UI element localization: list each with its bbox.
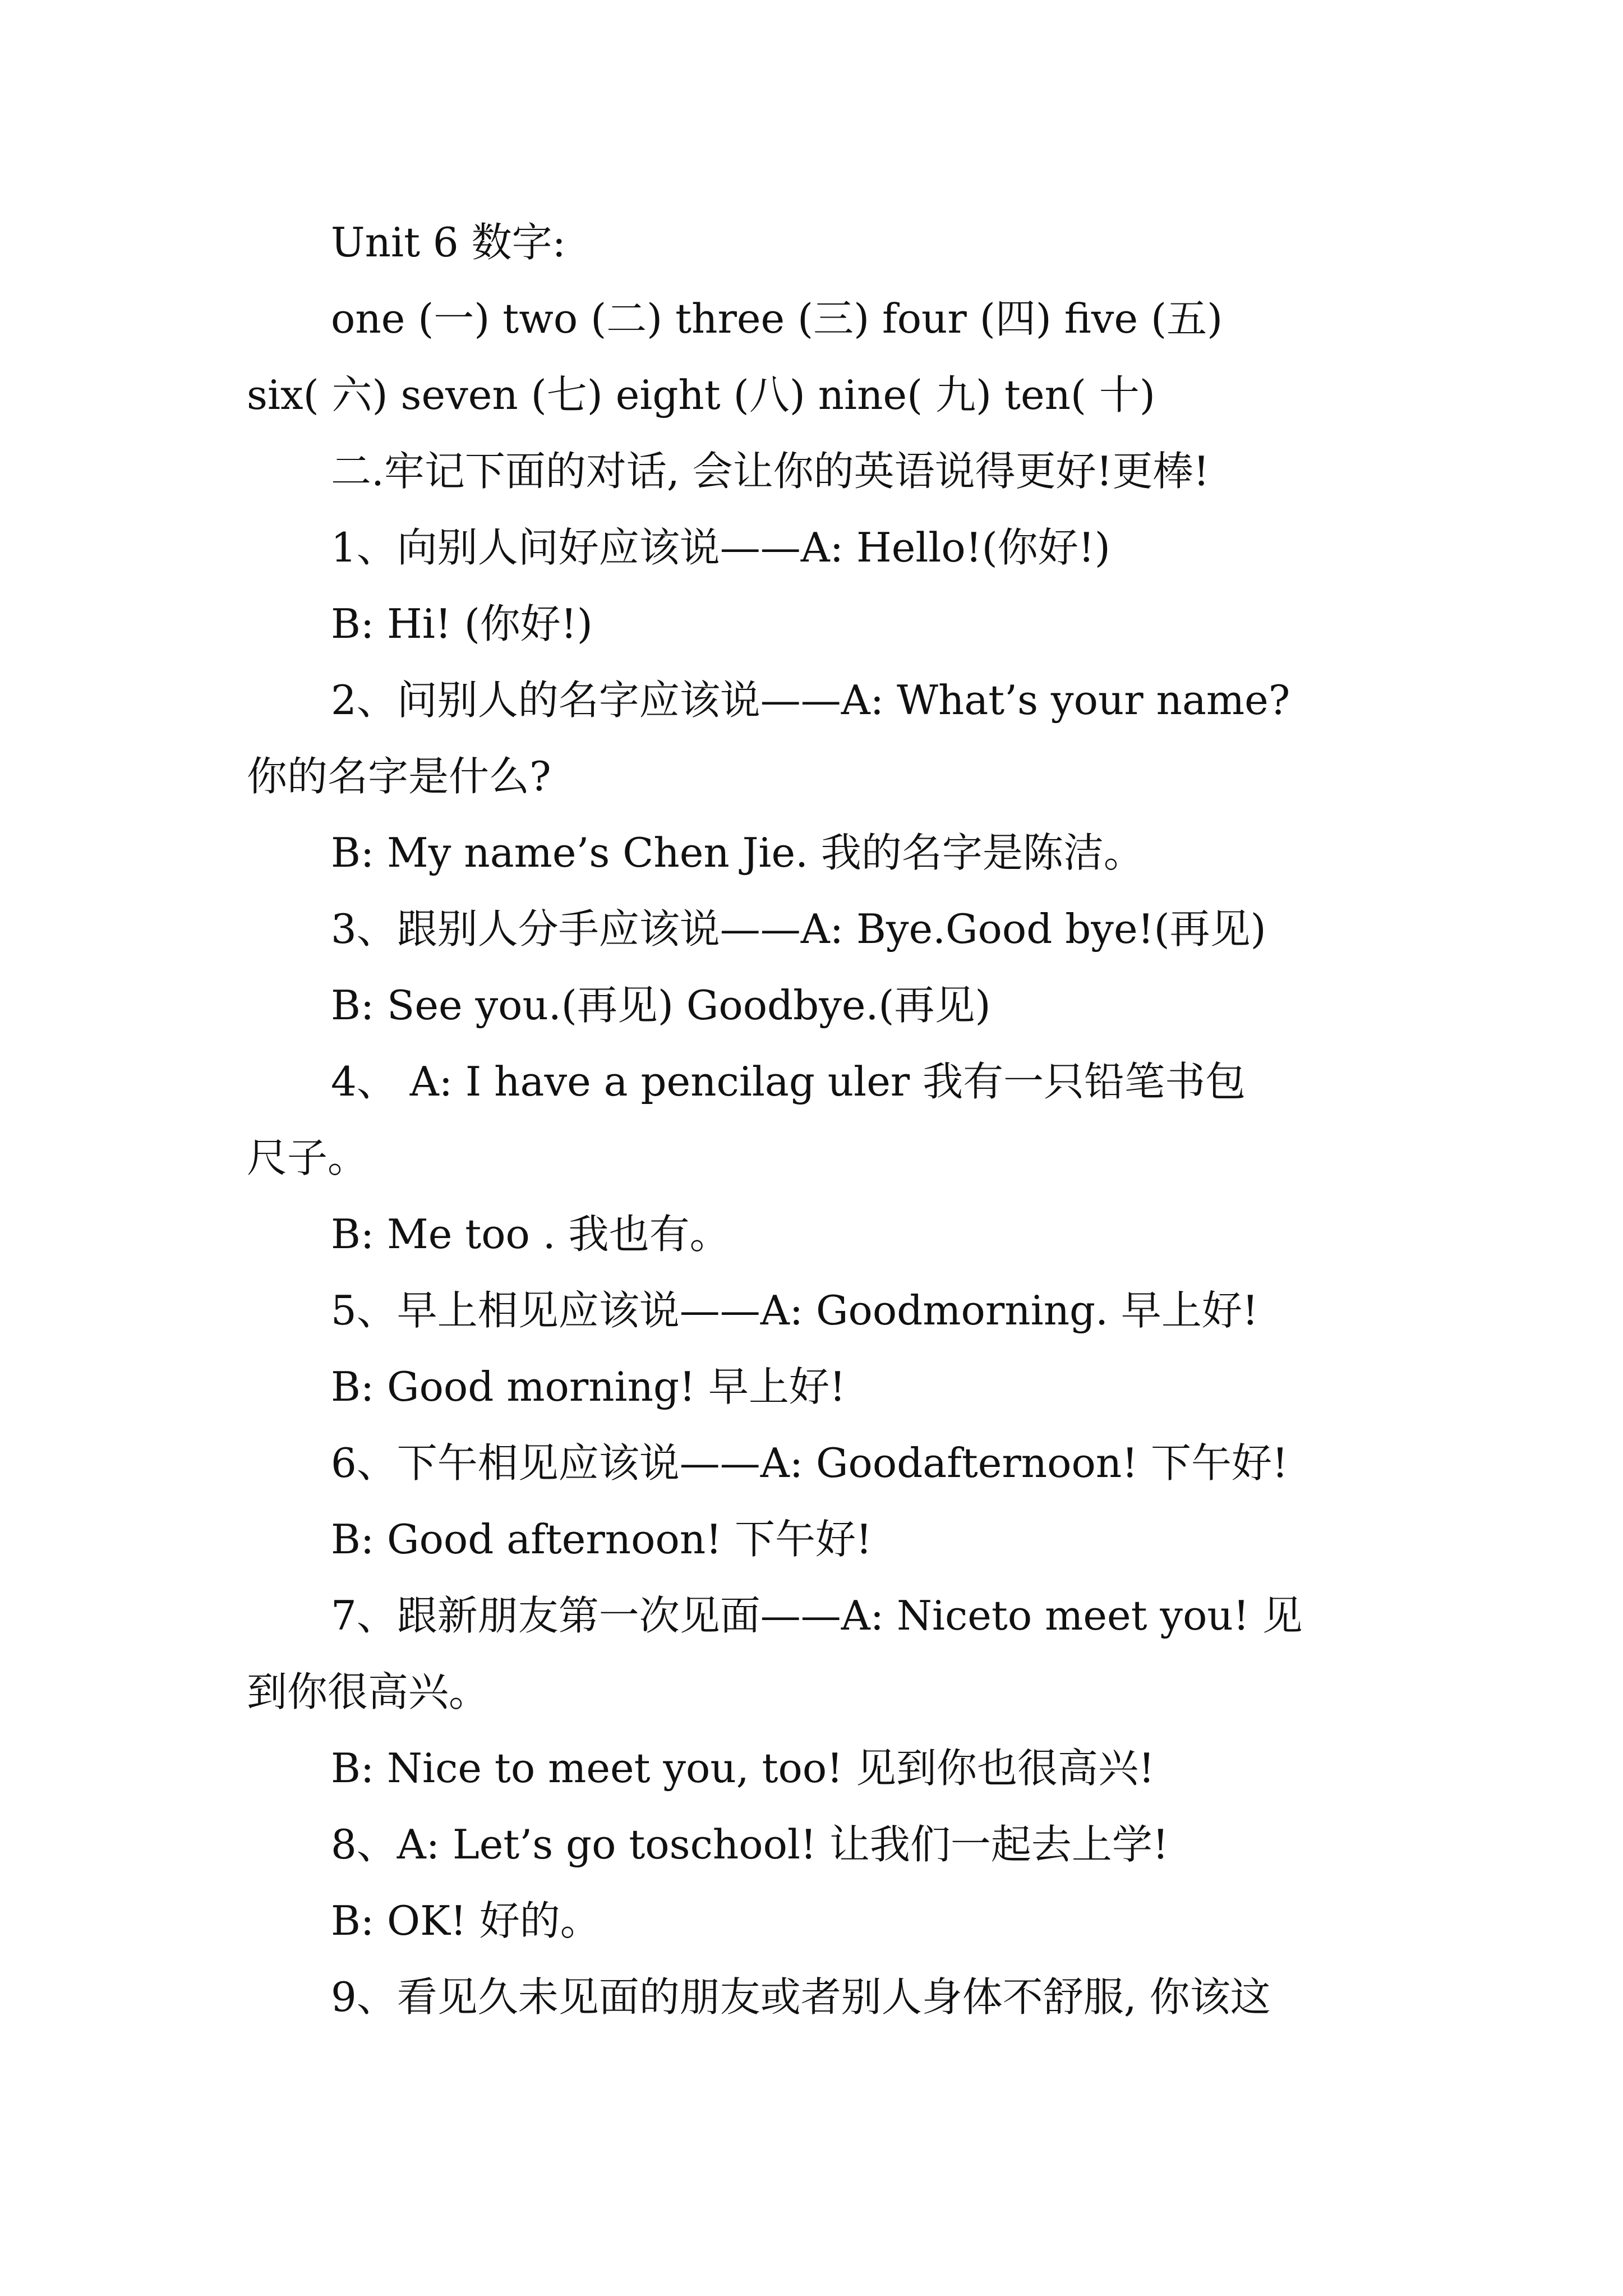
numbers-line-1: one (一) two (二) three (三) four (四) five (五) <box>331 295 1223 342</box>
dialog-4-b: B: Me too . 我也有。 <box>331 1211 730 1258</box>
dialog-4-a-cont: 尺子。 <box>247 1134 368 1181</box>
dialog-8-b: B: OK! 好的。 <box>331 1897 601 1944</box>
dialog-5-b: B: Good morning! 早上好! <box>331 1363 846 1410</box>
dialog-6-a: 6、下午相见应该说——A: Goodafternoon! 下午好! <box>331 1439 1288 1487</box>
dialog-4-a: 4、 A: I have a pencilag uler 我有一只铅笔书包 <box>331 1058 1246 1105</box>
dialog-7-b: B: Nice to meet you, too! 见到你也很高兴! <box>331 1745 1155 1792</box>
dialog-6-b: B: Good afternoon! 下午好! <box>331 1516 872 1563</box>
section-heading: 二.牢记下面的对话, 会让你的英语说得更好!更棒! <box>331 448 1210 495</box>
dialog-8-a: 8、A: Let’s go toschool! 让我们一起去上学! <box>331 1821 1169 1868</box>
dialog-3-a: 3、跟别人分手应该说——A: Bye.Good bye!(再见) <box>331 905 1266 953</box>
dialog-7-a-cont: 到你很高兴。 <box>247 1668 490 1715</box>
dialog-3-b: B: See you.(再见) Goodbye.(再见) <box>331 982 991 1029</box>
unit-heading: Unit 6 数字: <box>331 219 566 266</box>
dialog-7-a: 7、跟新朋友第一次见面——A: Niceto meet you! 见 <box>331 1592 1303 1639</box>
dialog-2-a: 2、问别人的名字应该说——A: What’s your name? <box>331 677 1290 724</box>
dialog-1-a: 1、向别人问好应该说——A: Hello!(你好!) <box>331 524 1110 571</box>
dialog-9-a: 9、看见久未见面的朋友或者别人身体不舒服, 你该这 <box>331 1973 1271 2021</box>
dialog-5-a: 5、早上相见应该说——A: Goodmorning. 早上好! <box>331 1287 1258 1334</box>
numbers-line-2: six( 六) seven (七) eight (八) nine( 九) ten( 十) <box>247 371 1155 418</box>
dialog-2-a-cont: 你的名字是什么? <box>247 753 551 800</box>
dialog-2-b: B: My name’s Chen Jie. 我的名字是陈洁。 <box>331 829 1144 876</box>
dialog-1-b: B: Hi! (你好!) <box>331 600 593 647</box>
